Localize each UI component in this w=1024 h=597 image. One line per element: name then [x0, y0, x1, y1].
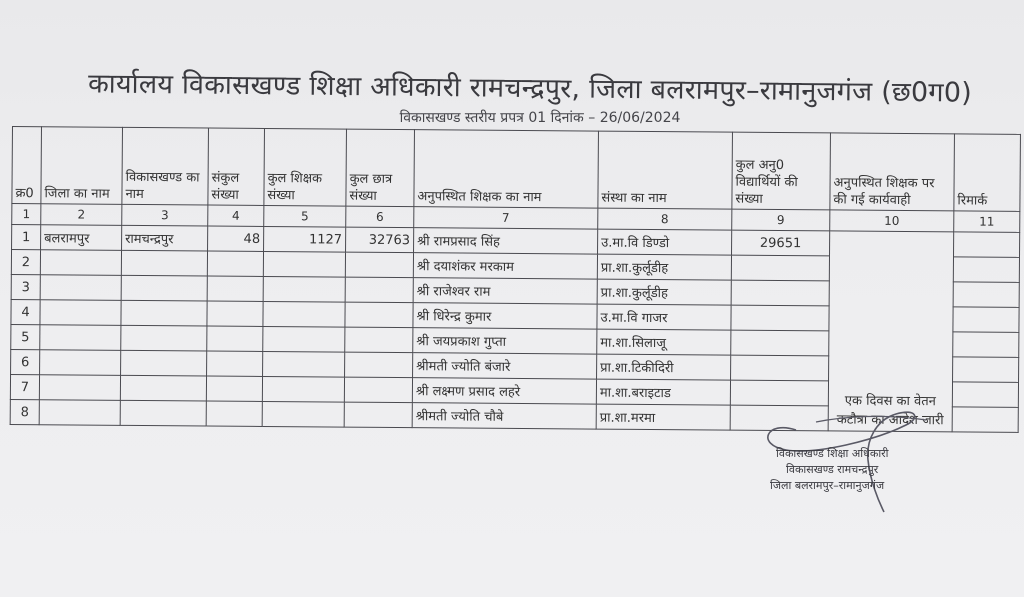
absent-teacher-cell: श्रीमती ज्योति चौबे	[412, 403, 596, 429]
header-absent-teacher: अनुपस्थित शिक्षक का नाम	[414, 130, 599, 208]
document-subheading: विकासखण्ड स्तरीय प्रपत्र 01 दिनांक – 26/06/2024	[399, 110, 681, 126]
row-sno: 6	[11, 349, 40, 374]
school-cell: प्रा.शा.टिकीदिरी	[597, 354, 731, 380]
header-cluster-count: संकुल संख्या	[208, 128, 265, 205]
column-number: 5	[264, 205, 346, 227]
row-sno: 8	[10, 399, 39, 424]
row-sno: 2	[11, 250, 40, 275]
school-cell: मा.शा.बराइटाड	[596, 379, 730, 405]
header-district: जिला का नाम	[41, 127, 123, 205]
school-cell: उ.मा.वि गाजर	[597, 304, 731, 330]
signature-stamp	[756, 400, 976, 520]
column-number: 3	[122, 204, 208, 226]
header-block: विकासखण्ड का नाम	[122, 127, 209, 205]
absent-teacher-cell: श्रीमती ज्योति बंजारे	[413, 353, 597, 379]
absent-teacher-cell: श्री रामप्रसाद सिंह	[414, 228, 598, 254]
student-count-cell: 32763	[346, 227, 414, 253]
header-school: संस्था का नाम	[598, 131, 733, 209]
signature-district: जिला बलरामपुर–रामानुजगंज	[770, 479, 885, 492]
row-sno: 5	[11, 324, 40, 349]
cluster-count-cell: 48	[208, 226, 264, 251]
column-number: 6	[346, 206, 414, 228]
row-sno: 7	[10, 374, 39, 399]
column-number: 9	[732, 209, 830, 231]
document-heading: कार्यालय विकासखण्ड शिक्षा अधिकारी रामचन्द्रपुर, जिला बलरामपुर–रामानुजगंज (छ0ग0)	[87, 68, 973, 109]
absent-teacher-cell: श्री दयाशंकर मरकाम	[413, 253, 597, 279]
header-teacher-count: कुल शिक्षक संख्या	[264, 128, 347, 206]
header-action: अनुपस्थित शिक्षक पर की गई कार्यवाही	[830, 133, 955, 211]
action-taken-cell: एक दिवस का वेतन कटौत्रा का आदेश जारी	[828, 231, 954, 432]
absent-teacher-cell: श्री जयप्रकाश गुप्ता	[413, 328, 597, 354]
school-cell: प्रा.शा.कुर्लूडीह	[597, 279, 731, 305]
remark-cell	[954, 232, 1020, 258]
school-cell: प्रा.शा.कुर्लूडीह	[597, 254, 731, 280]
absent-students-cell: 29651	[732, 230, 830, 256]
header-remark: रिमार्क	[954, 134, 1021, 212]
row-sno: 4	[11, 299, 40, 324]
absent-teacher-cell: श्री धिरेन्द्र कुमार	[413, 303, 597, 329]
block-cell: रामचन्द्रपुर	[122, 225, 208, 251]
column-number: 8	[598, 208, 732, 230]
signature-block-name: विकासखण्ड रामचन्द्रपुर	[786, 463, 879, 476]
column-number: 2	[41, 204, 122, 226]
school-cell: मा.शा.सिलाजू	[597, 329, 731, 355]
absent-teacher-cell: श्री लक्ष्मण प्रसाद लहरे	[412, 378, 596, 404]
column-number: 1	[12, 204, 41, 225]
district-cell: बलरामपुर	[41, 225, 122, 251]
absent-teacher-cell: श्री राजेश्वर राम	[413, 278, 597, 304]
teacher-count-cell: 1127	[264, 226, 346, 252]
absence-report-table	[10, 126, 1021, 433]
header-student-count: कुल छात्र संख्या	[346, 129, 415, 207]
header-sno: क्र0	[12, 127, 42, 204]
column-number: 4	[208, 205, 264, 226]
row-sno: 1	[12, 225, 41, 250]
signature-designation: विकासखण्ड शिक्षा अधिकारी	[776, 447, 889, 460]
row-sno: 3	[11, 274, 40, 299]
school-cell: उ.मा.वि डिण्डो	[598, 229, 732, 255]
column-number: 11	[954, 211, 1020, 233]
column-number: 7	[414, 207, 598, 229]
header-row	[12, 127, 1021, 212]
column-number: 10	[830, 210, 954, 232]
school-cell: प्रा.शा.मरमा	[596, 404, 730, 430]
header-absent-students: कुल अनु0 विद्यार्थियों की संख्या	[732, 132, 831, 210]
